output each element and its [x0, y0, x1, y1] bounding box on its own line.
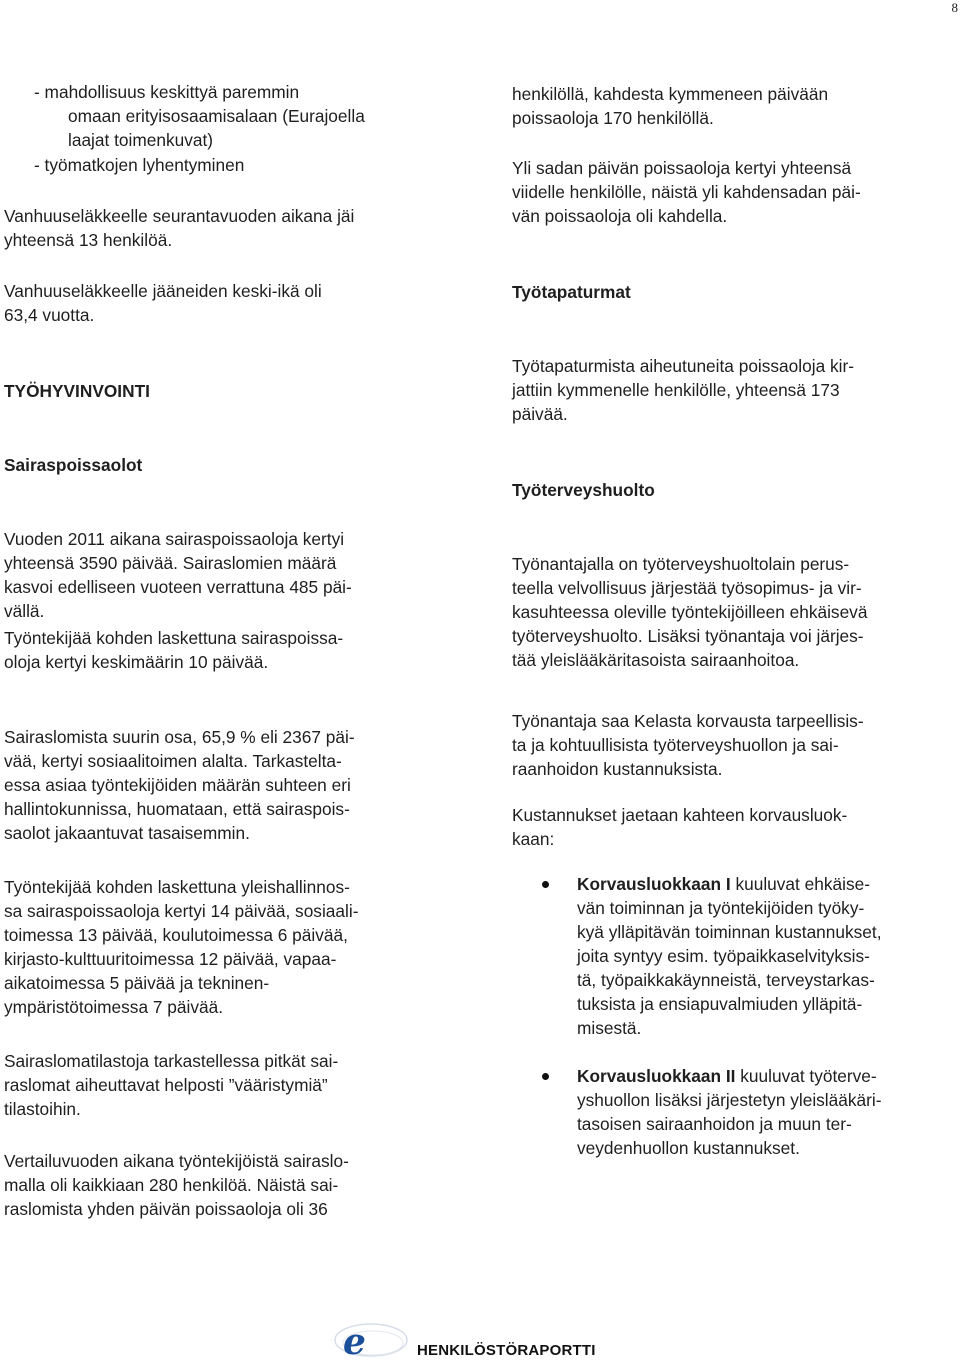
paragraph: viidelle henkilölle, näistä yli kahdensadan päi- [512, 182, 861, 202]
paragraph: teella velvollisuus järjestää työsopimus- ja vir- [512, 578, 862, 598]
bullet-item-first-line [577, 872, 870, 896]
dash-list-item: - työmatkojen lyhentyminen [34, 155, 245, 175]
section-title: TYÖHYVINVOINTI [4, 381, 150, 401]
paragraph: saolot jakaantuvat tasaisemmin. [4, 823, 250, 843]
bullet-item-label: Korvausluokkaan I [577, 874, 731, 894]
paragraph: Työntekijää kohden laskettuna yleishallinnos- [4, 877, 350, 897]
paragraph: Sairaslomatilastoja tarkastellessa pitkät sai- [4, 1051, 339, 1071]
paragraph: 63,4 vuotta. [4, 305, 95, 325]
paragraph: kirjasto-kulttuuritoimessa 12 päivää, vapaa- [4, 949, 337, 969]
heading-tyoterveyshuolto: Työterveyshuolto [512, 480, 655, 500]
bullet-item-text: tä, työpaikkakäynneistä, terveystarkas- [577, 970, 875, 990]
paragraph: yhteensä 13 henkilöä. [4, 230, 173, 250]
page-number: 8 [951, 0, 958, 15]
paragraph: Työntekijää kohden laskettuna sairaspoissa- [4, 628, 344, 648]
paragraph: Kustannukset jaetaan kahteen korvausluok- [512, 805, 848, 825]
paragraph: vän poissaoloja oli kahdella. [512, 206, 728, 226]
bullet-item-first-line [577, 1064, 877, 1088]
paragraph: jattiin kymmenelle henkilölle, yhteensä 173 [512, 380, 840, 400]
paragraph: oloja kertyi keskimäärin 10 päivää. [4, 652, 269, 672]
paragraph: Vanhuuseläkkeelle seurantavuoden aikana jäi [4, 206, 355, 226]
heading-tyotapaturmat: Työtapaturmat [512, 282, 631, 302]
dash-list-item: omaan erityisosaamisalaan (Eurajoella [68, 106, 365, 126]
bullet-item-text: kuuluvat ehkäise- [730, 874, 870, 894]
paragraph: raanhoidon kustannuksista. [512, 759, 723, 779]
bullet-item-text: tuksista ja ensiapuvalmiuden ylläpitä- [577, 994, 863, 1014]
bullet-item-text: tasoisen sairaanhoidon ja muun ter- [577, 1114, 852, 1134]
bullet-item-text: joita syntyy esim. työpaikkaselvityksis- [577, 946, 870, 966]
paragraph: sa sairaspoissaoloja kertyi 14 päivää, sosiaali- [4, 901, 359, 921]
paragraph: malla oli kaikkiaan 280 henkilöä. Näistä sai- [4, 1175, 339, 1195]
paragraph: vää, kertyi sosiaalitoimen alalta. Tarkastelta- [4, 751, 342, 771]
dash-list-item: laajat toimenkuvat) [68, 130, 214, 150]
subheading-sairaspoissaolot: Sairaspoissaolot [4, 455, 143, 475]
bullet-item-text: vän toiminnan ja työntekijöiden työky- [577, 898, 865, 918]
bullet-item-label: Korvausluokkaan II [577, 1066, 736, 1086]
e-logo-icon [333, 1318, 411, 1369]
paragraph: Työnantaja saa Kelasta korvausta tarpeellisis- [512, 711, 864, 731]
bullet-dot-icon [542, 881, 549, 888]
paragraph: hallintokunnissa, huomataan, että sairaspois- [4, 799, 350, 819]
paragraph: Sairaslomista suurin osa, 65,9 % eli 2367 päi- [4, 727, 355, 747]
paragraph: ympäristötoimessa 7 päivää. [4, 997, 223, 1017]
bullet-item-text: misestä. [577, 1018, 642, 1038]
paragraph: kasuhteessa oleville työntekijöilleen ehkäisevä [512, 602, 868, 622]
paragraph: raslomat aiheuttavat helposti ”vääristymiä” [4, 1075, 328, 1095]
bullet-item-text: veydenhuollon kustannukset. [577, 1138, 800, 1158]
paragraph: ta ja kohtuullisista työterveyshuollon ja sai- [512, 735, 839, 755]
paragraph: Yli sadan päivän poissaoloja kertyi yhteensä [512, 158, 852, 178]
paragraph: tilastoihin. [4, 1099, 81, 1119]
bullet-dot-icon [542, 1073, 549, 1080]
paragraph: Vertailuvuoden aikana työntekijöistä sairaslo- [4, 1151, 349, 1171]
paragraph: Työtapaturmista aiheutuneita poissaoloja kir- [512, 356, 854, 376]
paragraph: tää yleislääkäritasoista sairaanhoitoa. [512, 650, 800, 670]
paragraph: raslomista yhden päivän poissaoloja oli 36 [4, 1199, 328, 1219]
paragraph: Työnantajalla on työterveyshuoltolain perus- [512, 554, 850, 574]
svg-text:e: e [343, 1321, 366, 1363]
paragraph: Vuoden 2011 aikana sairaspoissaoloja kertyi [4, 529, 345, 549]
paragraph: henkilöllä, kahdesta kymmeneen päivään [512, 84, 829, 104]
paragraph: toimessa 13 päivää, koulutoimessa 6 päivää, [4, 925, 348, 945]
paragraph: yhteensä 3590 päivää. Sairaslomien määrä [4, 553, 337, 573]
paragraph: päivää. [512, 404, 568, 424]
bullet-item-text: kuuluvat työterve- [735, 1066, 877, 1086]
bullet-item-text: kyä ylläpitävän toiminnan kustannukset, [577, 922, 882, 942]
footer-title: HENKILÖSTÖRAPORTTI [417, 1342, 596, 1359]
paragraph: aikatoimessa 5 päivää ja tekninen- [4, 973, 270, 993]
bullet-item-text: yshuollon lisäksi järjestetyn yleislääkäri- [577, 1090, 882, 1110]
paragraph: työterveyshuolto. Lisäksi työnantaja voi järjes- [512, 626, 864, 646]
paragraph: essa asiaa työntekijöiden määrän suhteen eri [4, 775, 351, 795]
paragraph: poissaoloja 170 henkilöllä. [512, 108, 714, 128]
dash-list-item: - mahdollisuus keskittyä paremmin [34, 82, 300, 102]
paragraph: kasvoi edelliseen vuoteen verrattuna 485 päi- [4, 577, 352, 597]
paragraph: vällä. [4, 601, 45, 621]
paragraph: kaan: [512, 829, 555, 849]
paragraph: Vanhuuseläkkeelle jääneiden keski-ikä oli [4, 281, 322, 301]
